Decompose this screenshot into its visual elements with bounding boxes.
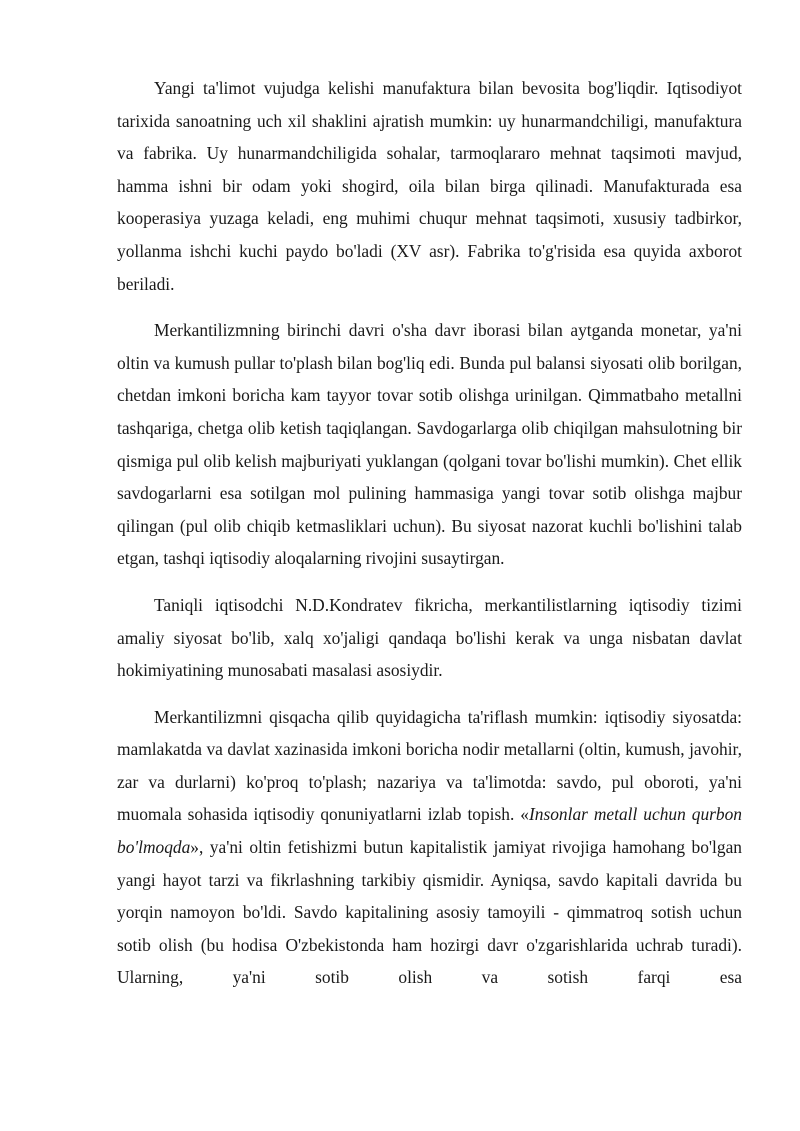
paragraph-kondratev: Taniqli iqtisodchi N.D.Kondratev fikricha, merkantilistlarning iqtisodiy tizimi amaliy siyosat bo'lib, xalq xo'jaligi qandaqa bo'lishi kerak va unga nisbatan davlat hokimiyatining munosabati masalasi asosiydir. bbox=[117, 594, 742, 681]
paragraph-merkantilizm-birinchi-davri: Merkantilizmning birinchi davri o'sha davr iborasi bilan aytganda monetar, ya'ni oltin va kumush pullar to'plash bilan bog'liq edi. Bunda pul balansi siyosati olib borilgan, chetdan imkoni boricha kam tayyor tovar sotib olishga urinilgan. Qimmatbaho metallni tashqariga, chetga olib ketish taqiqlangan. Savdogarlarga olib chiqilgan mahsulotning bir qismiga pul olib kelish majburiyati yuklangan (qolgani tovar bo'lishi mumkin). Chet ellik savdogarlarni esa sotilgan mol pulining hammasiga yangi tovar sotib olishga majbur qilingan (pul olib chiqib ketmasliklari uchun). Bu siyosat nazorat kuchli bo'lishini talab etgan, tashqi iqtisodiy aloqalarning rivojini susaytirgan. bbox=[117, 320, 742, 569]
paragraph-manufaktura: Yangi ta'limot vujudga kelishi manufaktura bilan bevosita bog'liqdir. Iqtisodiyot tarixida sanoatning uch xil shaklini ajratish mumkin: uy hunarmandchiligi, manufaktura va fabrika. Uy hunarmandchiligida sohalar, tarmoqlararo mehnat taqsimoti mavjud, hamma ishni bir odam yoki shogird, oila bilan birga qilinadi. Manufakturada esa kooperasiya yuzaga keladi, eng muhimi chuqur mehnat taqsimoti, xususiy tadbirkor, yollanma ishchi kuchi paydo bo'ladi (XV asr). Fabrika to'g'risida esa quyida axborot beriladi. bbox=[117, 78, 742, 294]
document-page bbox=[117, 72, 742, 994]
paragraph-text-before-quote: Merkantilizmni qisqacha qilib quyidagicha ta'riflash mumkin: iqtisodiy siyosatda: mamlakatda va davlat xazinasida imkoni boricha nodir metallarni (oltin, kumush, javohir, zar va durlarni) ko'proq to'plash; nazariya va ta'limotda: savdo, pul oboroti, ya'ni muomala sohasida iqtisodiy qonuniyatlarni izlab topish. « bbox=[117, 706, 742, 825]
paragraph-merkantilizm-tarifi bbox=[117, 701, 742, 994]
italic-quote: Insonlar metall uchun qurbon bo'lmoqda bbox=[117, 804, 742, 858]
paragraph-text-after-quote: », ya'ni oltin fetishizmi butun kapitalistik jamiyat rivojiga hamohang bo'lgan yangi hayot tarzi va fikrlashning tarkibiy qismidir. Ayniqsa, savdo kapitali davrida bu yorqin namoyon bo'ldi. Savdo kapitalining asosiy tamoyili - qimmatroq sotish uchun sotib olish (bu hodisa O'zbekistonda ham hozirgi davr o'zgarishlarida uchrab turadi). Ularning, ya'ni sotib olish va sotish farqi esa bbox=[117, 837, 742, 988]
